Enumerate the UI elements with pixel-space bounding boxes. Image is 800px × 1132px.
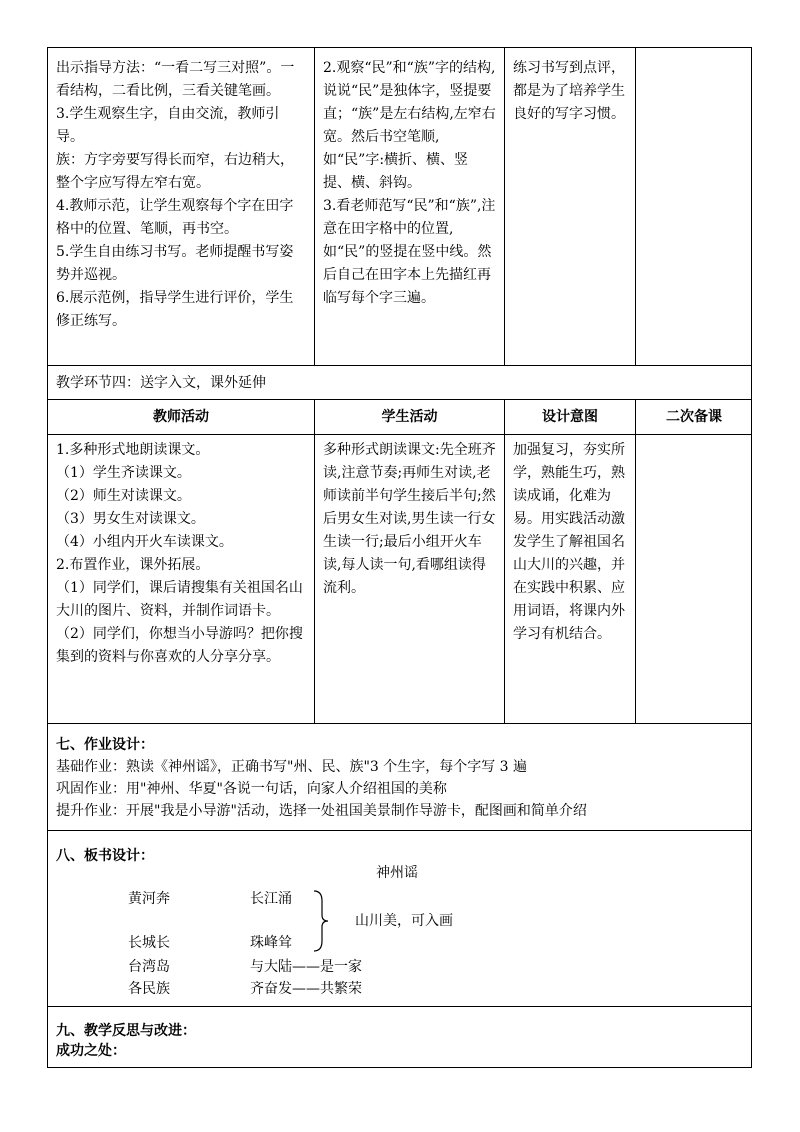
board-title: 八、板书设计： xyxy=(56,848,154,864)
homework-section xyxy=(48,724,751,831)
step-three-row xyxy=(48,48,751,366)
teacher-line: （3）男女生对读课文。 xyxy=(56,511,205,527)
design-text: 加强复习，夯实所学，熟能生巧，熟读成诵，化难为易。用实践活动激发学生了解祖国名山大川的兴趣，并在实践中积累、应用词语，将课内外学习有机结合。 xyxy=(513,442,625,642)
student-activity-cell xyxy=(315,435,505,723)
teacher-line: 3.学生观察生字，自由交流，教师引导。 xyxy=(56,106,280,145)
design-intent-cell xyxy=(505,435,636,723)
student-text: 多种形式朗读课文:先全班齐读,注意节奏;再师生对读,老师读前半句学生接后半句;然后男女生对读,男生读一行女生读一行;最后小组开火车读,每人读一句,看哪组读得流利。 xyxy=(323,442,496,596)
curly-brace xyxy=(310,889,330,953)
section-four-content-row xyxy=(48,435,751,724)
homework-block xyxy=(48,728,751,828)
teacher-line: 2.布置作业，课外拓展。 xyxy=(56,557,210,573)
homework-title: 七、作业设计： xyxy=(56,737,154,753)
teacher-activity-cell xyxy=(48,48,315,365)
success-label: 成功之处： xyxy=(56,1043,126,1059)
teacher-line: （1）同学们，课后请搜集有关祖国名山大川的图片、资料，并制作词语卡。 xyxy=(56,580,303,619)
reflection-block xyxy=(48,1015,751,1067)
board-heading: 神州谣 xyxy=(376,865,418,881)
board-left-line: 台湾岛 xyxy=(128,959,170,975)
board-summary: 山川美，可入画 xyxy=(355,913,453,929)
board-left-line: 黄河奔 xyxy=(128,891,170,907)
teacher-activity-cell xyxy=(48,435,315,723)
teacher-line: 5.学生自由练习书写。老师提醒书写姿势并巡视。 xyxy=(56,244,294,283)
student-activity-cell xyxy=(315,48,505,365)
student-line: 2.观察“民”和“族”字的结构,说说“民”是独体字，竖提要直；“族”是左右结构,左窄右宽。然后书空笔顺,如“民”字:横折、横、竖提、横、斜钩。 xyxy=(323,60,496,191)
board-middle-line: 长江涌 xyxy=(250,891,292,907)
homework-consolidate: 巩固作业：用"神州、华夏"各说一句话，向家人介绍祖国的美称 xyxy=(56,781,447,797)
board-left-line: 长城长 xyxy=(128,935,170,951)
reflection-section xyxy=(48,1007,751,1067)
header-student-activity: 学生活动 xyxy=(315,400,505,434)
section-four-title: 教学环节四：送字入文，课外延伸 xyxy=(56,375,266,391)
header-teacher-activity: 教师活动 xyxy=(48,400,315,434)
teacher-line: 1.多种形式地朗读课文。 xyxy=(56,442,210,458)
activity-header-row xyxy=(48,400,751,435)
homework-advanced: 提升作业：开展"我是小导游"活动，选择一处祖国美景制作导游卡，配图画和简单介绍 xyxy=(56,803,587,819)
board-design-section xyxy=(48,831,751,1007)
teacher-line: （4）小组内开火车读课文。 xyxy=(56,534,233,550)
teacher-line: 4.教师示范，让学生观察每个字在田字格中的位置、笔顺，再书空。 xyxy=(56,198,294,237)
teacher-line: （2）师生对读课文。 xyxy=(56,488,191,504)
board-left-line: 各民族 xyxy=(128,981,170,997)
board-middle-line: 齐奋发——共繁荣 xyxy=(250,981,362,997)
teacher-line: （2）同学们，你想当小导游吗？把你搜集到的资料与你喜欢的人分享分享。 xyxy=(56,626,303,665)
board-middle-line: 珠峰耸 xyxy=(250,935,292,951)
header-second-prep: 二次备课 xyxy=(666,408,722,425)
homework-basic: 基础作业：熟读《神州谣》，正确书写"州、民、族"3 个生字，每个字写 3 遍 xyxy=(56,759,528,775)
board-middle-line: 与大陆——是一家 xyxy=(250,959,362,975)
teacher-line: 6.展示范例，指导学生进行评价，学生修正练写。 xyxy=(56,290,294,329)
teacher-line: （1）学生齐读课文。 xyxy=(56,465,191,481)
lesson-plan-table xyxy=(47,47,752,1068)
design-text: 练习书写到点评，都是为了培养学生良好的写字习惯。 xyxy=(513,60,625,122)
section-four-title-row xyxy=(48,366,751,400)
teacher-line: 族：方字旁要写得长而窄，右边稍大，整个字应写得左窄右宽。 xyxy=(56,152,294,191)
second-prep-cell xyxy=(636,435,752,723)
student-line: 3.看老师范写“民”和“族”,注意在田字格中的位置,如“民”的竖提在竖中线。然后自己在田字本上先描红再临写每个字三遍。 xyxy=(323,198,496,306)
teacher-line: 出示指导方法：“一看二写三对照”。一看结构，二看比例，三看关键笔画。 xyxy=(56,60,295,99)
header-design-intent: 设计意图 xyxy=(505,400,636,434)
reflection-title: 九、教学反思与改进： xyxy=(56,1023,196,1039)
design-intent-cell xyxy=(505,48,636,365)
second-prep-cell xyxy=(636,48,752,365)
